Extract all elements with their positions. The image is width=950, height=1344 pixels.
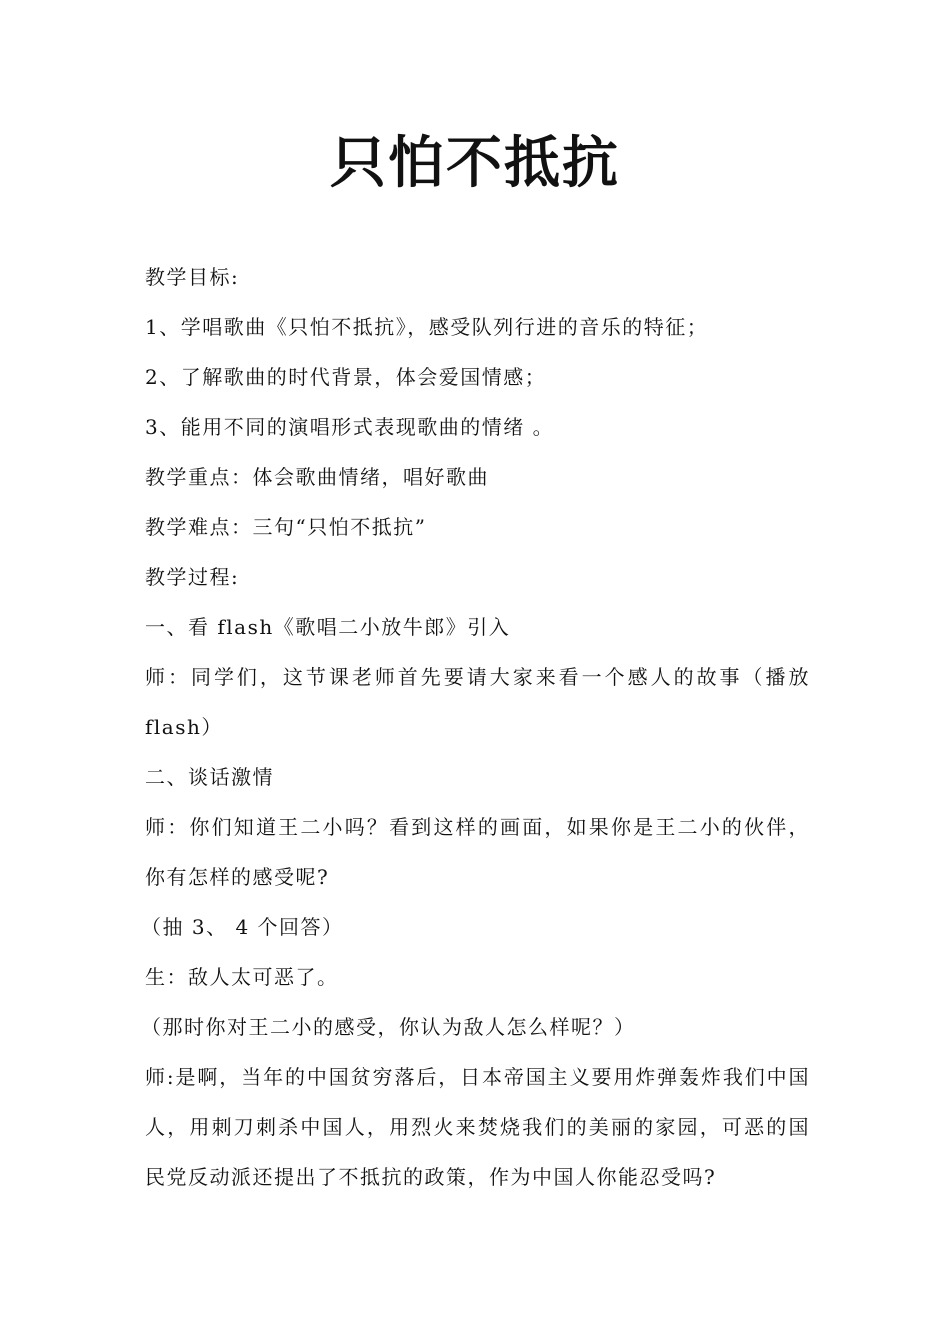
document-title: 只怕不抵抗	[330, 131, 620, 196]
paragraph-objective-2: 2、了解歌曲的时代背景，体会爱国情感；	[145, 365, 547, 389]
paragraph-student-1: 生：敌人太可恶了。	[145, 965, 339, 989]
paragraph-difficulty: 教学难点：三句“只怕不抵抗”	[145, 515, 427, 539]
paragraph-key-point: 教学重点：体会歌曲情绪，唱好歌曲	[145, 465, 489, 489]
paragraph-objective-3: 3、能用不同的演唱形式表现歌曲的情绪 。	[145, 415, 555, 439]
paragraph-note-2: （那时你对王二小的感受，你认为敌人怎么样呢？）	[141, 1015, 636, 1039]
paragraph-teacher-3: 师:是啊，当年的中国贫穷落后，日本帝国主义要用炸弹轰炸我们中国人，用刺刀刺杀中国人，用烈火来焚烧我们的美丽的家园，可恶的国民党反动派还提出了不抵抗的政策，作为中国人你能忍受吗?	[145, 1065, 810, 1189]
paragraph-objective-1: 1、学唱歌曲《只怕不抵抗》，感受队列行进的音乐的特征；	[145, 315, 709, 339]
paragraph-teacher-2: 师：你们知道王二小吗？看到这样的画面，如果你是王二小的伙伴，你有怎样的感受呢?	[145, 815, 810, 889]
paragraph-section-2: 二、谈话激情	[145, 765, 274, 789]
document-body	[141, 252, 810, 1202]
paragraph-note-1: （抽 3、 4 个回答）	[141, 915, 344, 939]
paragraph-process-heading: 教学过程:	[145, 565, 240, 589]
paragraph-section-1: 一、看 flash《歌唱二小放牛郎》引入	[145, 615, 511, 639]
paragraph-objectives-heading: 教学目标:	[145, 265, 240, 289]
paragraph-teacher-1: 师：同学们，这节课老师首先要请大家来看一个感人的故事（播放flash）	[145, 665, 810, 739]
